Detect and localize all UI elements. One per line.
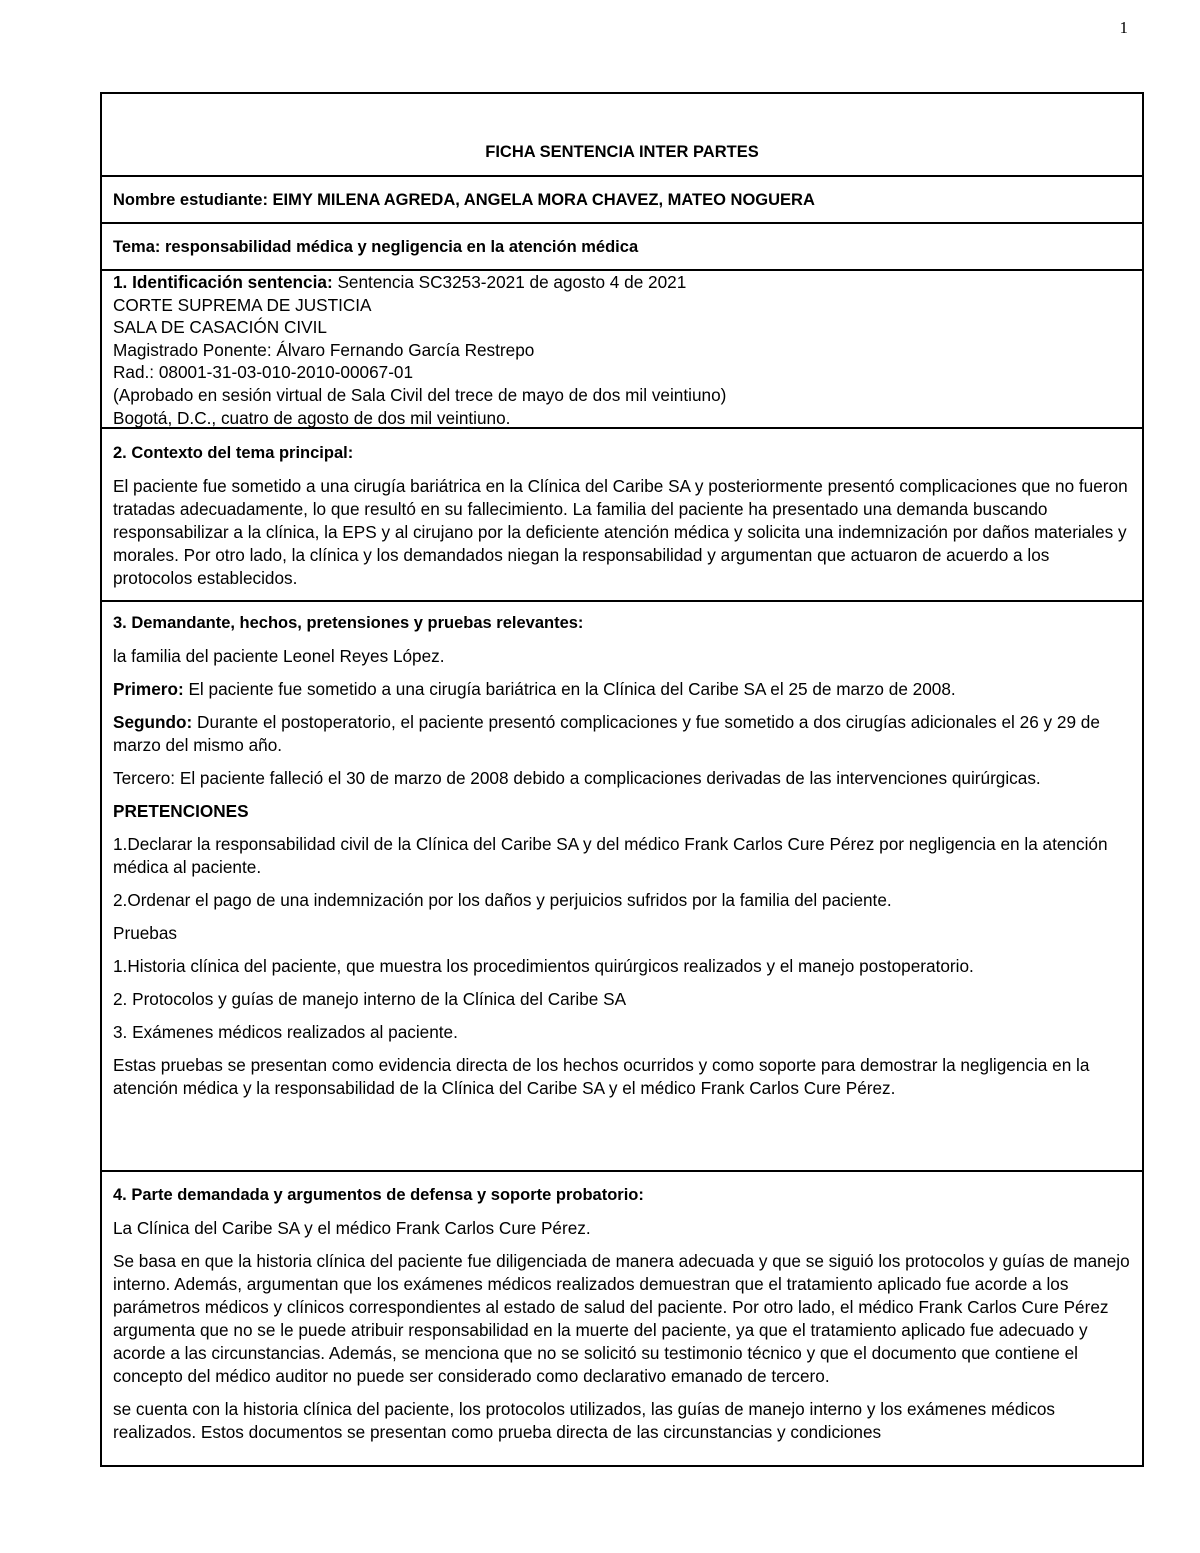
- page-number: 1: [1119, 18, 1128, 37]
- section-identification: [102, 271, 1142, 429]
- identification-line: (Aprobado en sesión virtual de Sala Civil del trece de mayo de dos mil veintiuno): [113, 384, 727, 405]
- identification-first-line: [113, 271, 1131, 294]
- topic: Tema: responsabilidad médica y negligencia en la atención médica: [102, 224, 1142, 271]
- plaintiff-heading: 3. Demandante, hechos, pretensiones y pruebas relevantes:: [113, 614, 584, 632]
- section-context: [102, 429, 1142, 602]
- section-plaintiff: [102, 602, 1142, 1172]
- evidence-item: 1.Historia clínica del paciente, que muestra los procedimientos quirúrgicos realizados y el manejo postoperatorio.: [113, 956, 974, 976]
- fact-first-label: Primero:: [113, 679, 184, 699]
- evidence-item: 3. Exámenes médicos realizados al paciente.: [113, 1022, 458, 1042]
- identification-line: Bogotá, D.C., cuatro de agosto de dos mil veintiuno.: [113, 407, 511, 428]
- identification-line: Rad.: 08001-31-03-010-2010-00067-01: [113, 362, 414, 383]
- claims-heading-text: PRETENCIONES: [113, 801, 249, 821]
- identification-sentence: Sentencia SC3253-2021 de agosto 4 de 2021: [332, 272, 687, 292]
- fact-first-text: El paciente fue sometido a una cirugía bariátrica en la Clínica del Caribe SA el 25 de marzo de 2008.: [183, 679, 956, 699]
- plaintiff-party: la familia del paciente Leonel Reyes López.: [113, 646, 445, 666]
- claim-item: 1.Declarar la responsabilidad civil de la Clínica del Caribe SA y del médico Frank Carlos Cure Pérez por negligencia en la atención médica al paciente.: [113, 834, 1108, 877]
- identification-line: CORTE SUPREMA DE JUSTICIA: [113, 294, 372, 315]
- defense-argument: Se basa en que la historia clínica del paciente fue diligenciada de manera adecuada y que se siguió los protocolos y guías de manejo interno. Además, argumentan que los exámenes médicos realizados demuestran que el tratamiento aplicado fue acorde a los parámetros médicos y clínicos correspondientes al estado de salud del paciente. Por otro lado, el médico Frank Carlos Cure Pérez argumenta que no se le puede atribuir responsabilidad en la muerte del paciente, ya que el tratamiento aplicado fue adecuado y acorde a las circunstancias. Además, se menciona que no se solicitó su testimonio técnico y que el documento que contiene el concepto del médico auditor no puede ser considerado como declarativo emanado de tercero.: [113, 1251, 1130, 1386]
- identification-line: SALA DE CASACIÓN CIVIL: [113, 317, 327, 338]
- claim-item: 2.Ordenar el pago de una indemnización por los daños y perjuicios sufridos por la familia del paciente.: [113, 890, 892, 910]
- defendant-heading: 4. Parte demandada y argumentos de defensa y soporte probatorio:: [113, 1186, 644, 1204]
- defense-support: se cuenta con la historia clínica del paciente, los protocolos utilizados, las guías de manejo interno y los exámenes médicos realizados. Estos documentos se presentan como prueba directa de las circunstancias y condiciones: [113, 1399, 1056, 1442]
- claims-heading: [113, 800, 1131, 823]
- fact-second-label: Segundo:: [113, 712, 193, 732]
- evidence-item: 2. Protocolos y guías de manejo interno de la Clínica del Caribe SA: [113, 989, 627, 1009]
- sentence-form-table: [100, 92, 1144, 1467]
- context-text: El paciente fue sometido a una cirugía bariátrica en la Clínica del Caribe SA y posteriormente presentó complicaciones que no fueron tratadas adecuadamente, lo que resultó en su fallecimiento. La familia del paciente ha presentado una demanda buscando responsabilizar a la clínica, la EPS y al cirujano por la deficiente atención médica y solicita una indemnización por daños materiales y morales. Por otro lado, la clínica y los demandados niegan la responsabilidad y argumentan que actuaron de acuerdo a los protocolos establecidos.: [113, 476, 1128, 588]
- fact-third: Tercero: El paciente falleció el 30 de marzo de 2008 debido a complicaciones derivadas de las intervenciones quirúrgicas.: [113, 768, 1041, 788]
- student-names: Nombre estudiante: EIMY MILENA AGREDA, ANGELA MORA CHAVEZ, MATEO NOGUERA: [102, 177, 1142, 224]
- defendant-party: La Clínica del Caribe SA y el médico Frank Carlos Cure Pérez.: [113, 1218, 591, 1238]
- context-heading: 2. Contexto del tema principal:: [113, 444, 354, 462]
- evidence-summary: Estas pruebas se presentan como evidencia directa de los hechos ocurridos y como soporte para demostrar la negligencia en la atención médica y la responsabilidad de la Clínica del Caribe SA y el médico Frank Carlos Cure Pérez.: [113, 1055, 1090, 1098]
- section-defendant: [102, 1172, 1142, 1467]
- fact-second: [113, 711, 1131, 757]
- form-title: FICHA SENTENCIA INTER PARTES: [102, 94, 1142, 177]
- evidence-heading: Pruebas: [113, 923, 178, 943]
- identification-label: 1. Identificación sentencia:: [113, 272, 333, 292]
- fact-second-text: Durante el postoperatorio, el paciente presentó complicaciones y fue sometido a dos cirugías adicionales el 26 y 29 de marzo del mismo año.: [113, 712, 1100, 755]
- identification-line: Magistrado Ponente: Álvaro Fernando García Restrepo: [113, 339, 535, 360]
- fact-first: [113, 678, 1131, 701]
